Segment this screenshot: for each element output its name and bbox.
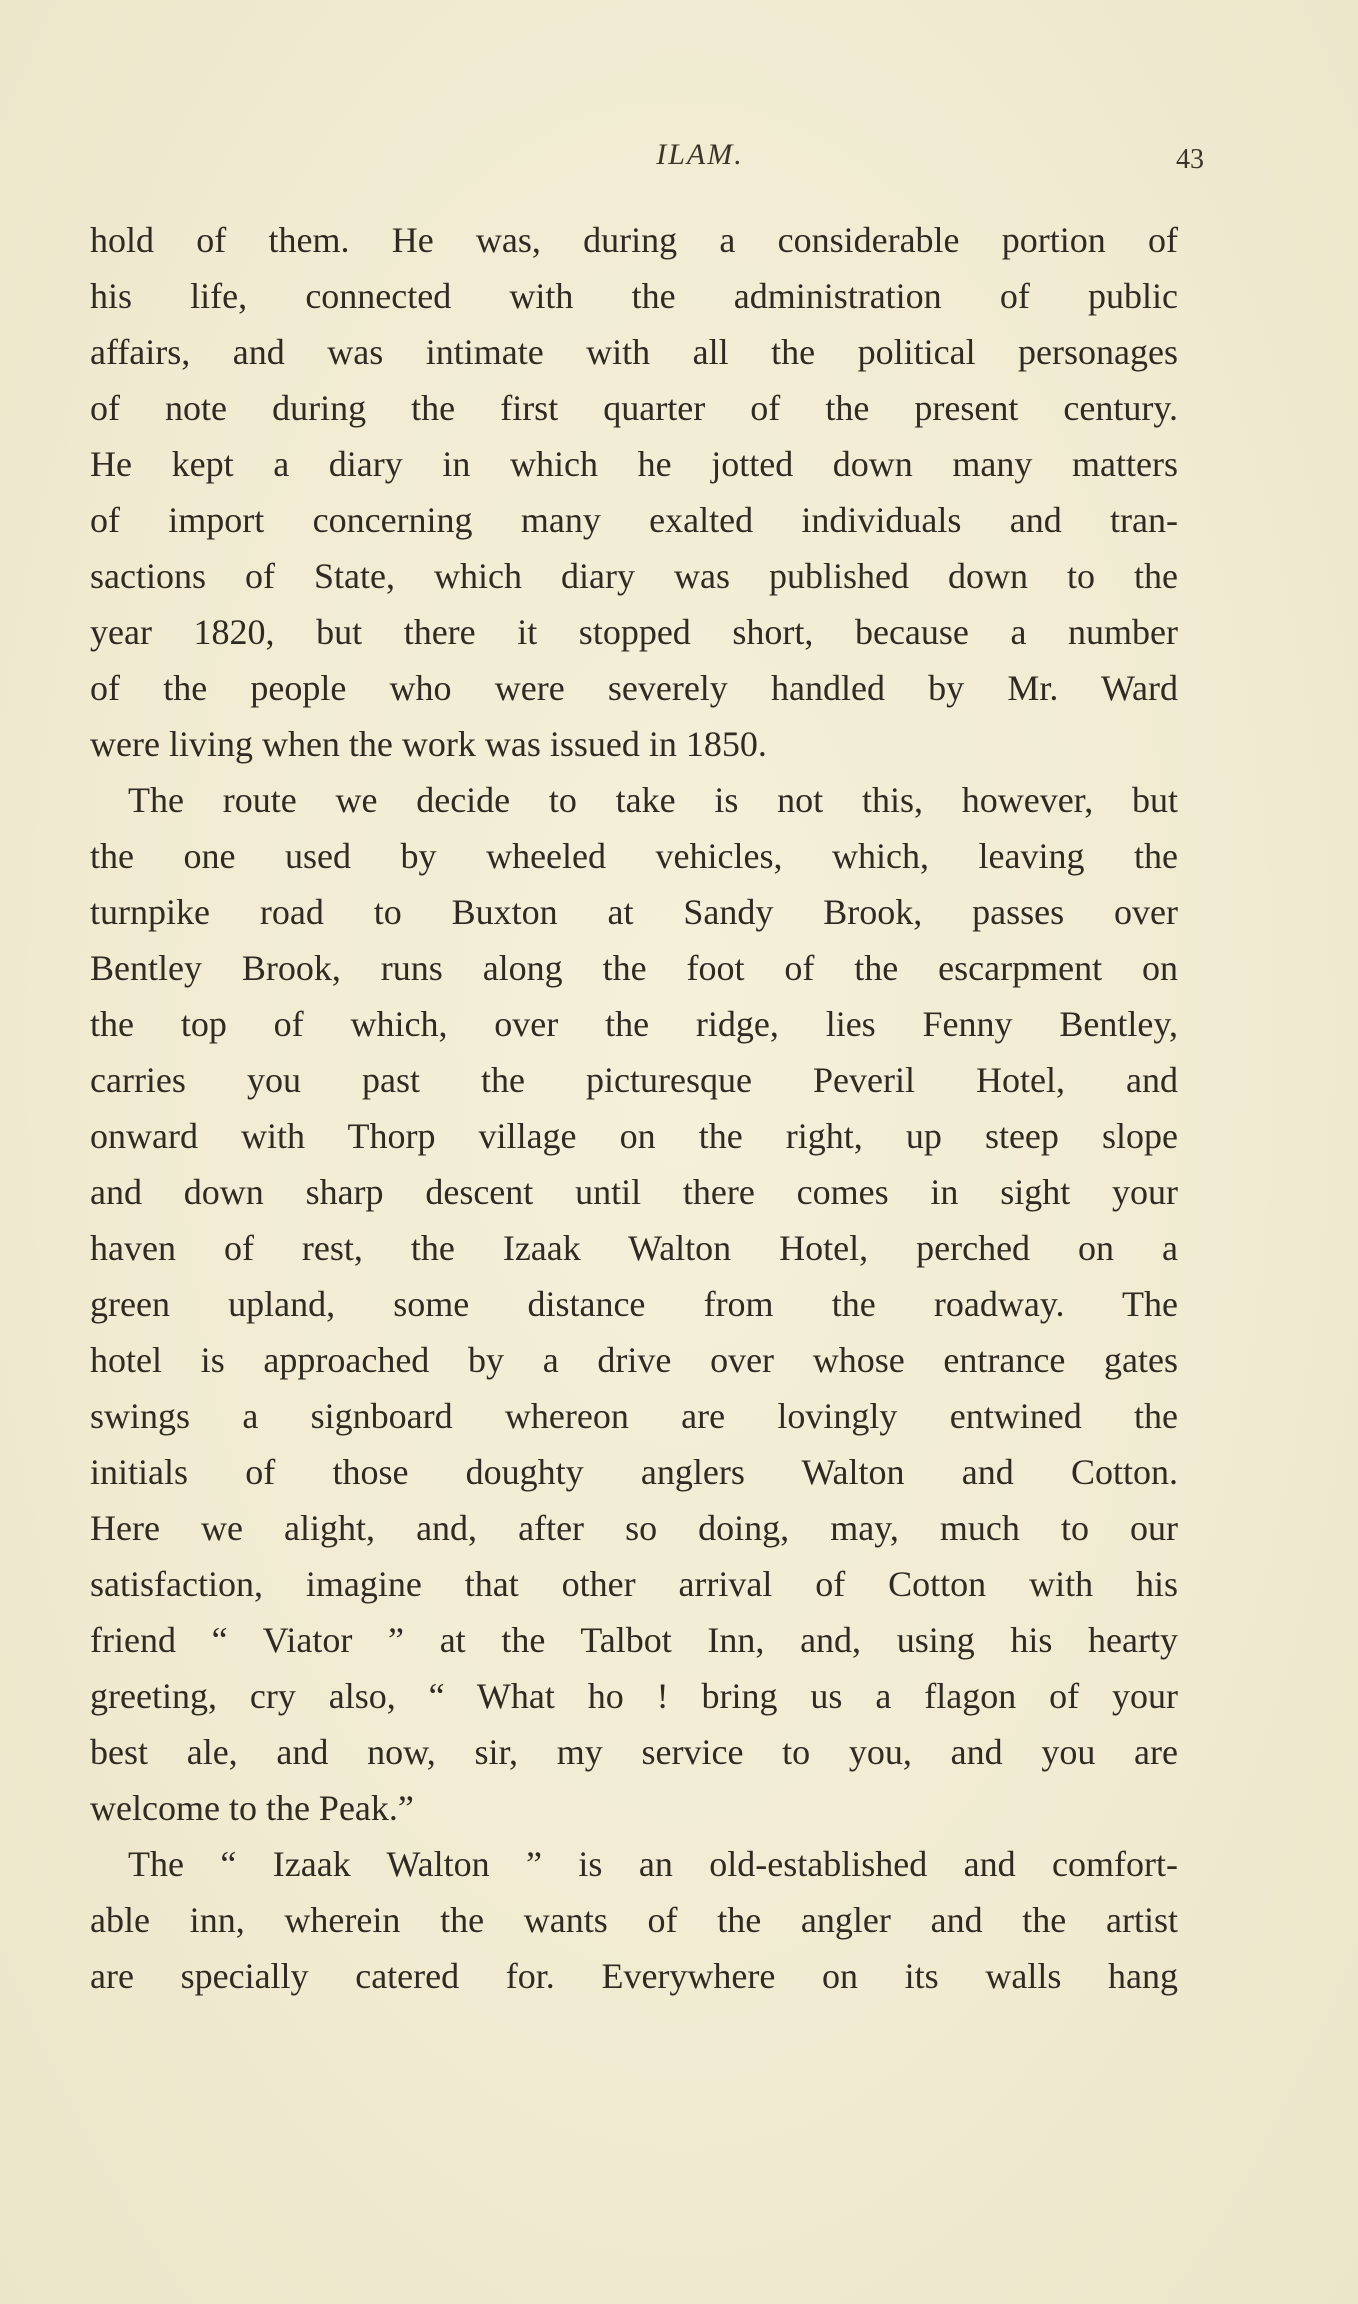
text-line: able inn, wherein the wants of the angler and the artist — [90, 1900, 1178, 1940]
text-line: are specially catered for. Everywhere on its walls hang — [90, 1956, 1178, 1996]
text-line: hold of them. He was, during a considerable portion of — [90, 220, 1178, 260]
text-line: year 1820, but there it stopped short, because a number — [90, 612, 1178, 652]
text-line: of the people who were severely handled by Mr. Ward — [90, 668, 1178, 708]
text-line: hotel is approached by a drive over whose entrance gates — [90, 1340, 1178, 1380]
text-line: the top of which, over the ridge, lies Fenny Bentley, — [90, 1004, 1178, 1044]
text-line: friend “ Viator ” at the Talbot Inn, and, using his hearty — [90, 1620, 1178, 1660]
text-line: greeting, cry also, “ What ho ! bring us a flagon of your — [90, 1676, 1178, 1716]
text-line: and down sharp descent until there comes in sight your — [90, 1172, 1178, 1212]
text-line: Bentley Brook, runs along the foot of the escarpment on — [90, 948, 1178, 988]
text-line: haven of rest, the Izaak Walton Hotel, perched on a — [90, 1228, 1178, 1268]
text-line: swings a signboard whereon are lovingly entwined the — [90, 1396, 1178, 1436]
text-line: best ale, and now, sir, my service to you, and you are — [90, 1732, 1178, 1772]
text-line: The “ Izaak Walton ” is an old-established and comfort- — [128, 1844, 1178, 1884]
text-line: the one used by wheeled vehicles, which, leaving the — [90, 836, 1178, 876]
text-line: He kept a diary in which he jotted down many matters — [90, 444, 1178, 484]
text-line: affairs, and was intimate with all the political personages — [90, 332, 1178, 372]
text-line: Here we alight, and, after so doing, may, much to our — [90, 1508, 1178, 1548]
text-line: onward with Thorp village on the right, up steep slope — [90, 1116, 1178, 1156]
text-line: carries you past the picturesque Peveril Hotel, and — [90, 1060, 1178, 1100]
text-line: The route we decide to take is not this, however, but — [128, 780, 1178, 820]
text-line: green upland, some distance from the roadway. The — [90, 1284, 1178, 1324]
text-line: satisfaction, imagine that other arrival of Cotton with his — [90, 1564, 1178, 1604]
text-line: of note during the first quarter of the present century. — [90, 388, 1178, 428]
text-line: of import concerning many exalted individuals and tran- — [90, 500, 1178, 540]
body-text — [90, 212, 1178, 2004]
text-line: initials of those doughty anglers Walton and Cotton. — [90, 1452, 1178, 1492]
text-line: welcome to the Peak.” — [90, 1788, 414, 1828]
page-number: 43 — [1176, 144, 1204, 175]
text-line: turnpike road to Buxton at Sandy Brook, passes over — [90, 892, 1178, 932]
running-title: ILAM. — [656, 138, 744, 171]
text-line: were living when the work was issued in 1850. — [90, 724, 767, 764]
running-head — [0, 138, 1358, 188]
text-line: his life, connected with the administration of public — [90, 276, 1178, 316]
text-line: sactions of State, which diary was published down to the — [90, 556, 1178, 596]
